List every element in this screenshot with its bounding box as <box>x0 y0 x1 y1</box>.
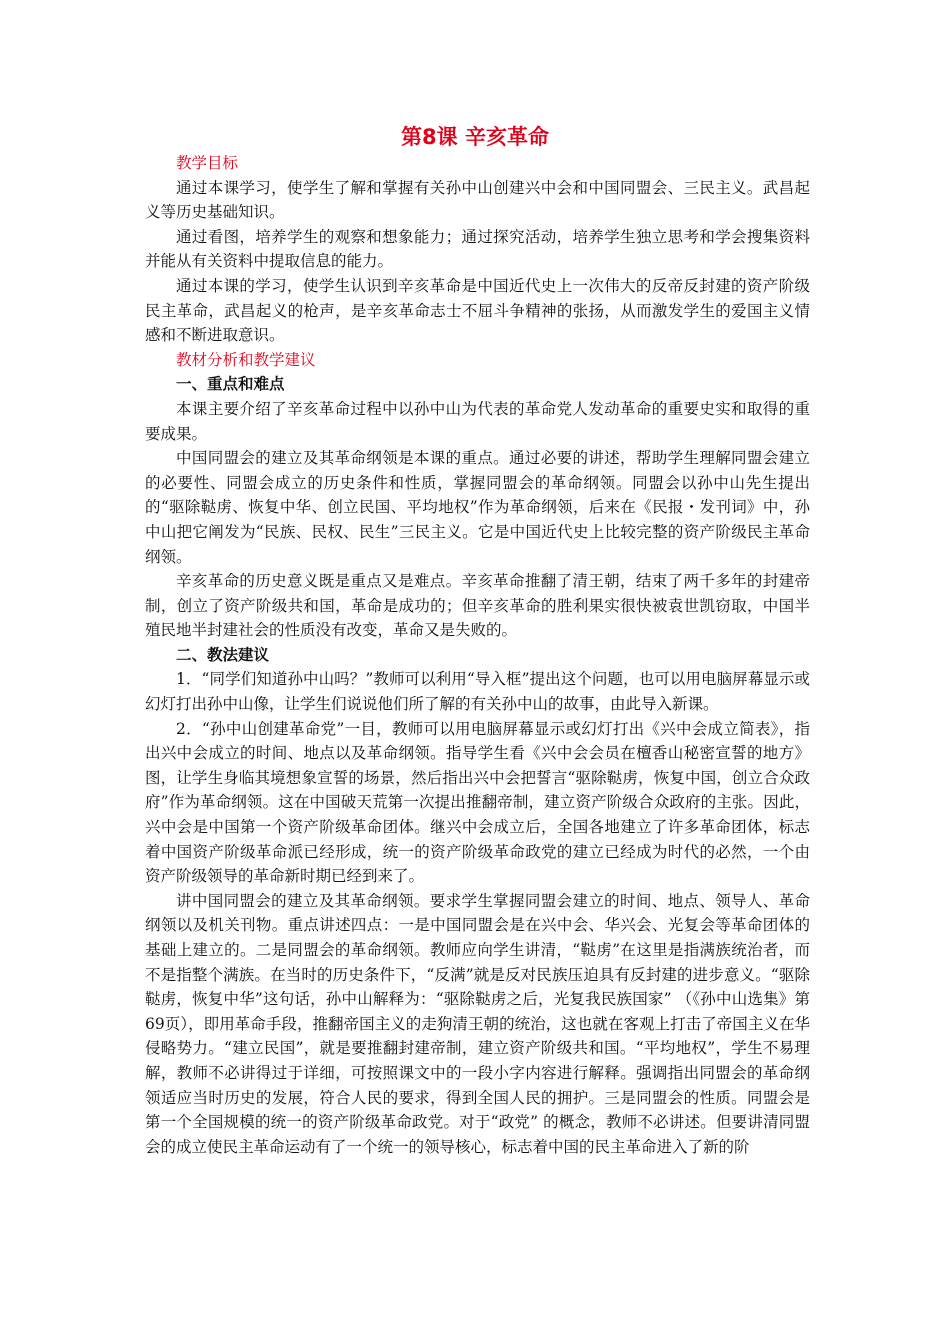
subsection-heading-key-points: 一、重点和难点 <box>176 375 285 394</box>
body-paragraph: 中国同盟会的建立及其革命纲领是本课的重点。通过必要的讲述，帮助学生理解同盟会建立的必要性、同盟会成立的历史条件和性质，掌握同盟会的革命纲领。同盟会以孙中山先生提出的“驱除鞑虏、恢复中华、创立民国、平均地权”作为革命纲领，后来在《民报・发刊词》中，孙中山把它阐发为“民族、民权、民生”三民主义。它是中国近代史上比较完整的资产阶级民主革命纲领。 <box>145 449 810 566</box>
lesson-title: 第8课 辛亥革命 <box>401 125 549 149</box>
document-body <box>145 151 810 1159</box>
body-paragraph: 辛亥革命的历史意义既是重点又是难点。辛亥革命推翻了清王朝，结束了两千多年的封建帝制，创立了资产阶级共和国，革命是成功的；但辛亥革命的胜利果实很快被袁世凯窃取，中国半殖民地半封建社会的性质没有改变，革命又是失败的。 <box>145 572 810 640</box>
body-paragraph: 1．“同学们知道孙中山吗？”教师可以利用“导入框”提出这个问题，也可以用电脑屏幕显示或幻灯打出孙中山像，让学生们说说他们所了解的有关孙中山的故事，由此导入新课。 <box>145 670 810 714</box>
objectives-heading: 教学目标 <box>176 154 239 172</box>
objective-paragraph: 通过本课的学习，使学生认识到辛亥革命是中国近代史上一次伟大的反帝反封建的资产阶级民主革命，武昌起义的枪声，是辛亥革命志士不屈斗争精神的张扬，从而激发学生的爱国主义情感和不断进取意识。 <box>145 276 810 345</box>
body-paragraph: 本课主要介绍了辛亥革命过程中以孙中山为代表的革命党人发动革命的重要史实和取得的重要成果。 <box>145 399 810 443</box>
body-paragraph: 讲中国同盟会的建立及其革命纲领。要求学生掌握同盟会建立的时间、地点、领导人、革命纲领以及机关刊物。重点讲述四点：一是中国同盟会是在兴中会、华兴会、光复会等革命团体的基础上建立的。二是同盟会的革命纲领。教师应向学生讲清，“鞑虏”在这里是指满族统治者，而不是指整个满族。在当时的历史条件下，“反满”就是反对民族压迫具有反封建的进步意义。“驱除鞑虏，恢复中华”这句话，孙中山解释为：“驱除鞑虏之后，光复我民族国家” （《孙中山选集》第69页），即用革命手段，推翻帝国主义的走狗清王朝的统治，这也就在客观上打击了帝国主义在华侵略势力。“建立民国”，就是要推翻封建帝制，建立资产阶级共和国。“平均地权”，学生不易理解，教师不必讲得过于详细，可按照课文中的一段小字内容进行解释。强调指出同盟会的革命纲领适应当时历史的发展，符合人民的要求，得到全国人民的拥护。三是同盟会的性质。同盟会是第一个全国规模的统一的资产阶级革命政党。对于“政党” 的概念，教师不必讲述。但要讲清同盟会的成立使民主革命运动有了一个统一的领导核心，标志着中国的民主革命进入了新的阶 <box>145 891 810 1156</box>
subsection-heading-teaching-methods: 二、教法建议 <box>176 645 270 664</box>
body-paragraph: 2．“孙中山创建革命党”一目，教师可以用电脑屏幕显示或幻灯打出《兴中会成立简表》，指出兴中会成立的时间、地点以及革命纲领。指导学生看《兴中会会员在檀香山秘密宣誓的地方》图，让学生身临其境想象宣誓的场景，然后指出兴中会把誓言“驱除鞑虏，恢复中国，创立合众政府”作为革命纲领。这在中国破天荒第一次提出推翻帝制，建立资产阶级合众政府的主张。因此，兴中会是中国第一个资产阶级革命团体。继兴中会成立后，全国各地建立了许多革命团体，标志着中国资产阶级革命派已经形成，统一的资产阶级革命政党的建立已经成为时代的必然，一个由资产阶级领导的革命新时期已经到来了。 <box>145 719 810 886</box>
objective-paragraph: 通过本课学习，使学生了解和掌握有关孙中山创建兴中会和中国同盟会、三民主义。武昌起义等历史基础知识。 <box>145 178 810 222</box>
objective-paragraph: 通过看图，培养学生的观察和想象能力；通过探究活动，培养学生独立思考和学会搜集资料并能从有关资料中提取信息的能力。 <box>145 227 810 271</box>
analysis-heading: 教材分析和教学建议 <box>176 350 316 369</box>
